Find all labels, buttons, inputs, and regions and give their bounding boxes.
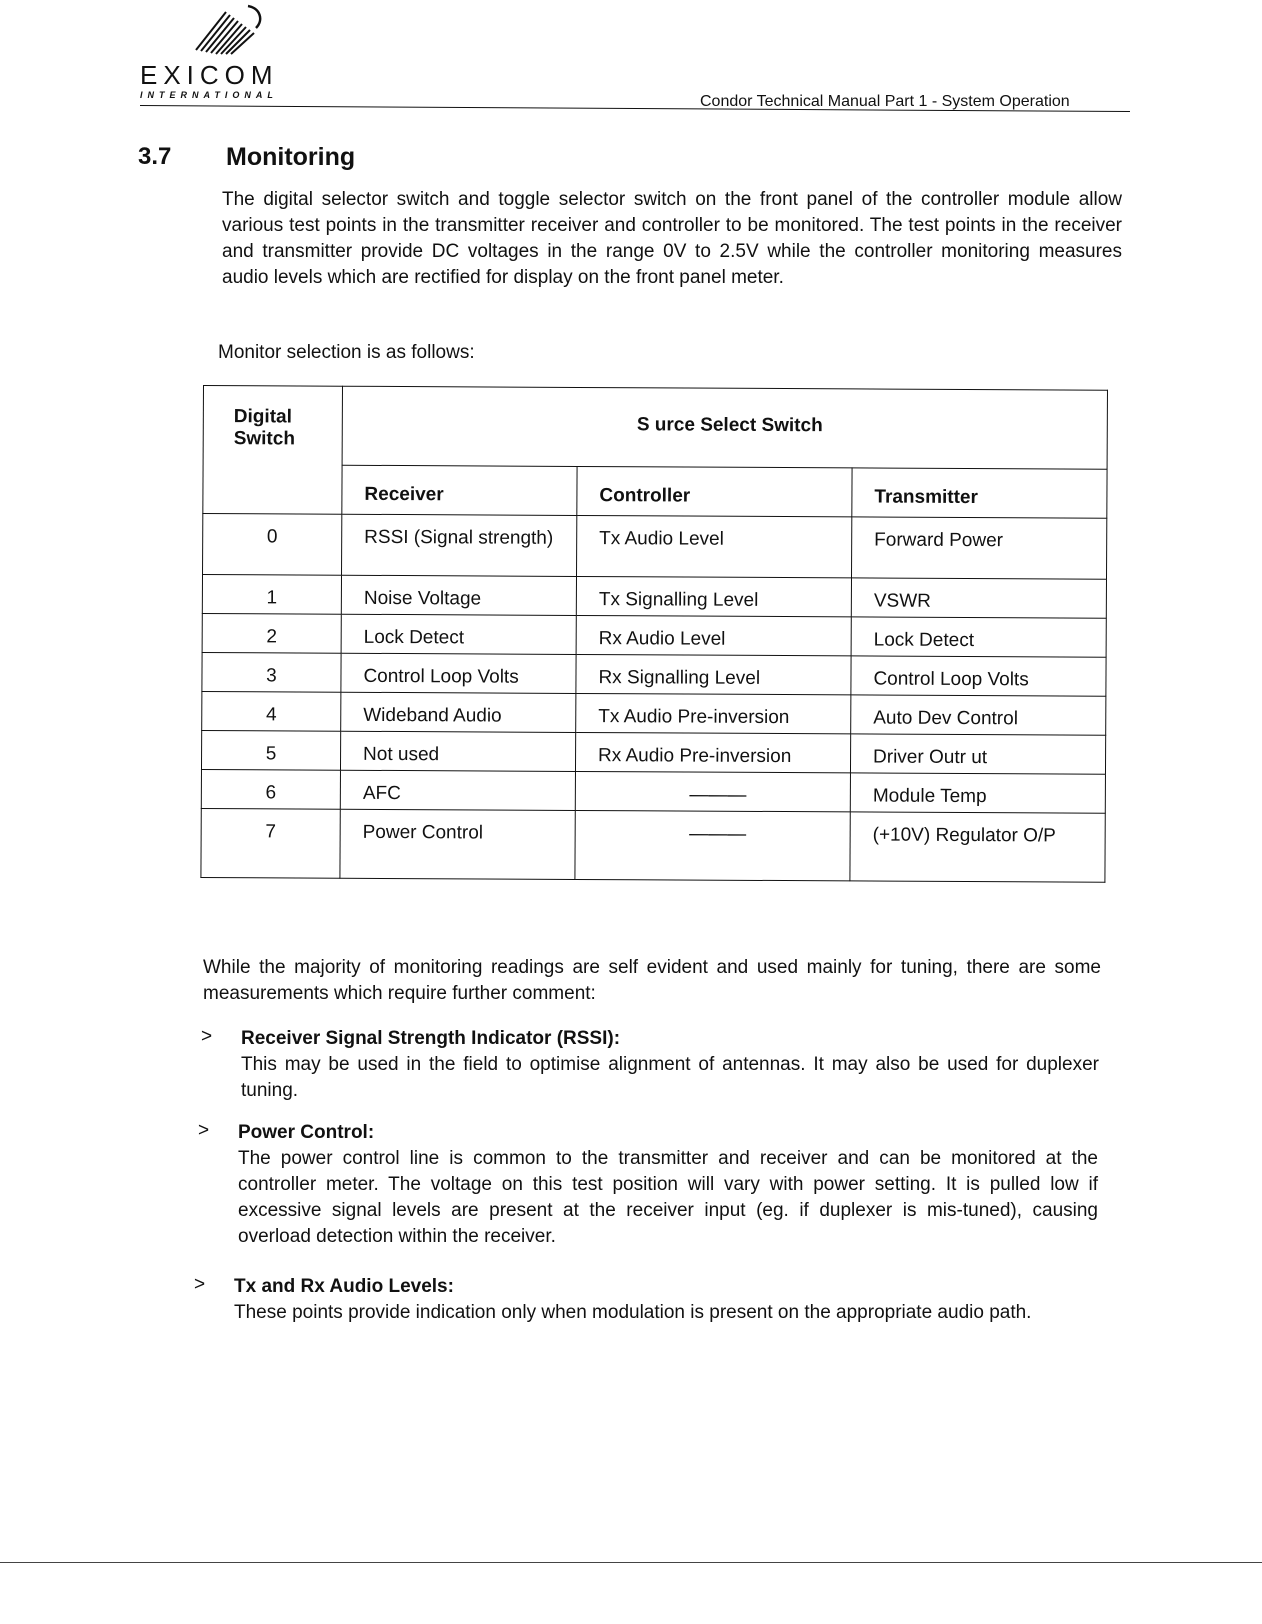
controller-cell: Rx Audio Level — [576, 615, 851, 655]
transmitter-cell: Control Loop Volts — [851, 656, 1106, 696]
switch-cell: 0 — [203, 514, 342, 576]
column-header-transmitter: Transmitter — [852, 468, 1107, 518]
bullet-text: This may be used in the field to optimise alignment of antennas. It may also be used for duplexer tuning. — [241, 1054, 1099, 1101]
controller-cell: Rx Signalling Level — [576, 654, 851, 694]
monitor-selection-table — [200, 385, 1108, 883]
table-row — [201, 769, 1105, 813]
bullet-text: The power control line is common to the transmitter and receiver and can be monitored at the controller meter. The voltage on this test position will vary with power setting. It is pulled low if excessive signal levels are present at the receiver input (eg. if duplexer is mis-tuned), causing overload detection within the receiver. — [238, 1148, 1098, 1247]
table-row — [203, 514, 1107, 580]
header-title: Condor Technical Manual Part 1 - System Operation — [700, 93, 1070, 110]
controller-cell: Tx Audio Pre-inversion — [576, 693, 851, 733]
switch-cell: 6 — [201, 769, 340, 809]
bullet-text: These points provide indication only when modulation is present on the appropriate audio path. — [234, 1302, 1032, 1323]
bullet-marker: > — [198, 1120, 210, 1141]
transmitter-cell: Driver Outr ut — [850, 734, 1105, 774]
bullet-item-power-control — [198, 1120, 1098, 1250]
bullet-item-rssi — [201, 1026, 1099, 1104]
column-header-receiver: Receiver — [342, 465, 577, 515]
switch-cell: 2 — [202, 613, 341, 653]
switch-cell: 1 — [202, 575, 341, 615]
table-row — [202, 575, 1106, 619]
switch-cell: 7 — [201, 808, 340, 878]
bullet-title: Receiver Signal Strength Indicator (RSSI): — [241, 1028, 621, 1049]
table-intro: Monitor selection is as follows: — [218, 342, 475, 363]
switch-cell: 4 — [202, 691, 341, 731]
table-row — [201, 808, 1105, 882]
table-header-row — [203, 386, 1107, 470]
logo-subtitle: INTERNATIONAL — [140, 90, 278, 100]
receiver-cell: RSSI (Signal strength) — [342, 514, 577, 576]
bullet-title: Tx and Rx Audio Levels: — [234, 1276, 454, 1297]
table-row — [202, 613, 1106, 657]
transmitter-cell: Module Temp — [850, 773, 1105, 813]
bullet-item-audio-levels — [194, 1274, 1092, 1326]
bullet-marker: > — [194, 1274, 206, 1295]
switch-cell: 3 — [202, 652, 341, 692]
transmitter-cell: Lock Detect — [851, 617, 1106, 657]
footer-rule — [0, 1562, 1262, 1563]
after-table-paragraph: While the majority of monitoring readings are self evident and used mainly for tuning, there are some measurements which require further comment: — [203, 957, 1101, 1004]
transmitter-cell: Auto Dev Control — [851, 695, 1106, 735]
receiver-cell: Lock Detect — [341, 614, 576, 654]
section-paragraph: The digital selector switch and toggle selector switch on the front panel of the controller module allow various test points in the transmitter receiver and controller to be monitored. The test points in the receiver and transmitter provide DC voltages in the range 0V to 2.5V while the controller monitoring measures audio levels which are rectified for display on the front panel meter. — [222, 189, 1122, 288]
switch-cell: 5 — [201, 730, 340, 770]
controller-cell: Tx Audio Level — [577, 515, 852, 577]
controller-cell: Tx Signalling Level — [576, 576, 851, 616]
table-row — [202, 652, 1106, 696]
section-number: 3.7 — [138, 143, 172, 170]
receiver-cell: Wideband Audio — [341, 692, 576, 732]
table-row — [202, 691, 1106, 735]
table-row — [201, 730, 1105, 774]
transmitter-cell: VSWR — [851, 578, 1106, 618]
bullet-marker: > — [201, 1026, 213, 1047]
controller-cell: ——— — [575, 771, 850, 811]
receiver-cell: Not used — [340, 731, 575, 771]
receiver-cell: Noise Voltage — [341, 575, 576, 615]
bullet-title: Power Control: — [238, 1122, 375, 1143]
receiver-cell: Power Control — [340, 809, 575, 879]
transmitter-cell: Forward Power — [851, 517, 1106, 579]
transmitter-cell: (+10V) Regulator O/P — [850, 812, 1105, 882]
exicom-logo — [140, 0, 320, 100]
source-select-header: S urce Select Switch — [342, 386, 1107, 469]
receiver-cell: AFC — [340, 770, 575, 810]
controller-cell: ——— — [575, 810, 850, 880]
digital-switch-header: Digital Switch — [203, 386, 343, 515]
logo-name: EXICOM — [140, 60, 279, 90]
column-header-controller: Controller — [577, 466, 852, 516]
exicom-logo-mark-icon — [178, 2, 268, 62]
section-title: Monitoring — [226, 143, 356, 171]
receiver-cell: Control Loop Volts — [341, 653, 576, 693]
controller-cell: Rx Audio Pre-inversion — [575, 732, 850, 772]
